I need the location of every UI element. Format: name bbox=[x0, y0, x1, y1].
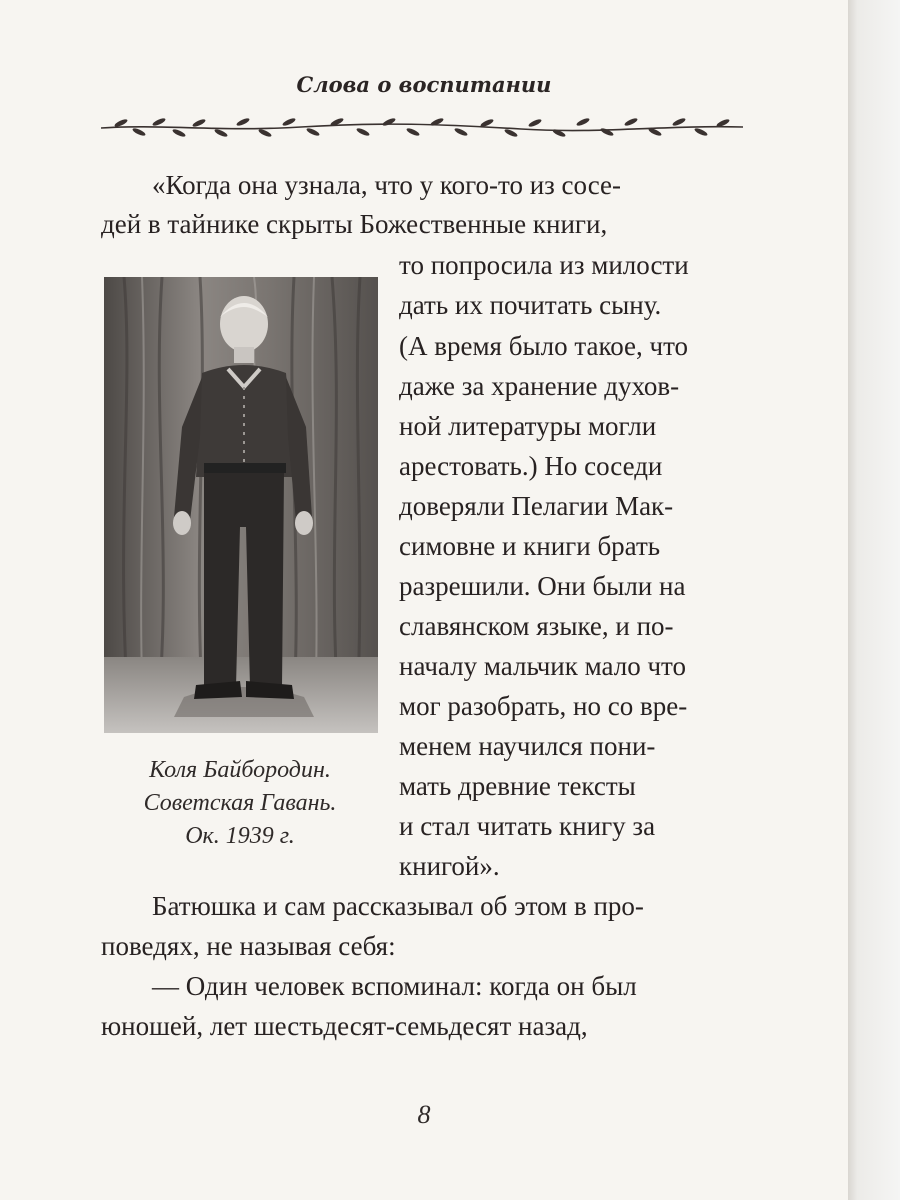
adjacent-page-edge bbox=[848, 0, 900, 1200]
text-line: ной литературы могли bbox=[399, 411, 657, 441]
text-line: началу мальчик мало что bbox=[399, 651, 686, 681]
text-line: (А время было такое, что bbox=[399, 331, 689, 361]
photo-caption-line: Ок. 1939 г. bbox=[185, 823, 295, 849]
photo-caption-line: Советская Гавань. bbox=[143, 790, 337, 816]
text-line: арестовать.) Но соседи bbox=[399, 451, 663, 481]
text-line: поведях, не называя себя: bbox=[101, 931, 396, 961]
page-number: 8 bbox=[417, 1100, 431, 1129]
text-line: дать их почитать сыну. bbox=[399, 290, 662, 320]
text-line: и стал читать книгу за bbox=[399, 811, 656, 841]
text-line: Батюшка и сам рассказывал об этом в про- bbox=[152, 891, 644, 921]
text-line: «Когда она узнала, что у кого-то из сосе- bbox=[152, 170, 622, 200]
text-line: симовне и книги брать bbox=[399, 531, 661, 561]
text-line: мог разобрать, но со вре- bbox=[399, 691, 688, 721]
photo-caption-line: Коля Байбородин. bbox=[149, 757, 331, 783]
boy-photograph bbox=[104, 277, 378, 733]
text-line: — Один человек вспоминал: когда он был bbox=[152, 971, 637, 1001]
text-line: доверяли Пелагии Мак- bbox=[399, 491, 674, 521]
text-line: менем научился пони- bbox=[399, 731, 656, 761]
text-line: дей в тайнике скрыты Божественные книги, bbox=[101, 209, 608, 239]
text-line: мать древние тексты bbox=[399, 771, 636, 801]
running-head: Слова о воспитании bbox=[296, 72, 552, 97]
photo-illustration bbox=[104, 277, 378, 733]
text-line: книгой». bbox=[399, 851, 500, 881]
text-line: разрешили. Они были на bbox=[399, 571, 686, 601]
text-line: даже за хранение духов- bbox=[399, 371, 680, 401]
text-line: юношей, лет шестьдесят-семьдесят назад, bbox=[101, 1011, 588, 1041]
text-line: то попросила из милости bbox=[399, 250, 689, 280]
decorative-vine-divider bbox=[101, 114, 743, 142]
text-line: славянском языке, и по- bbox=[399, 611, 674, 641]
